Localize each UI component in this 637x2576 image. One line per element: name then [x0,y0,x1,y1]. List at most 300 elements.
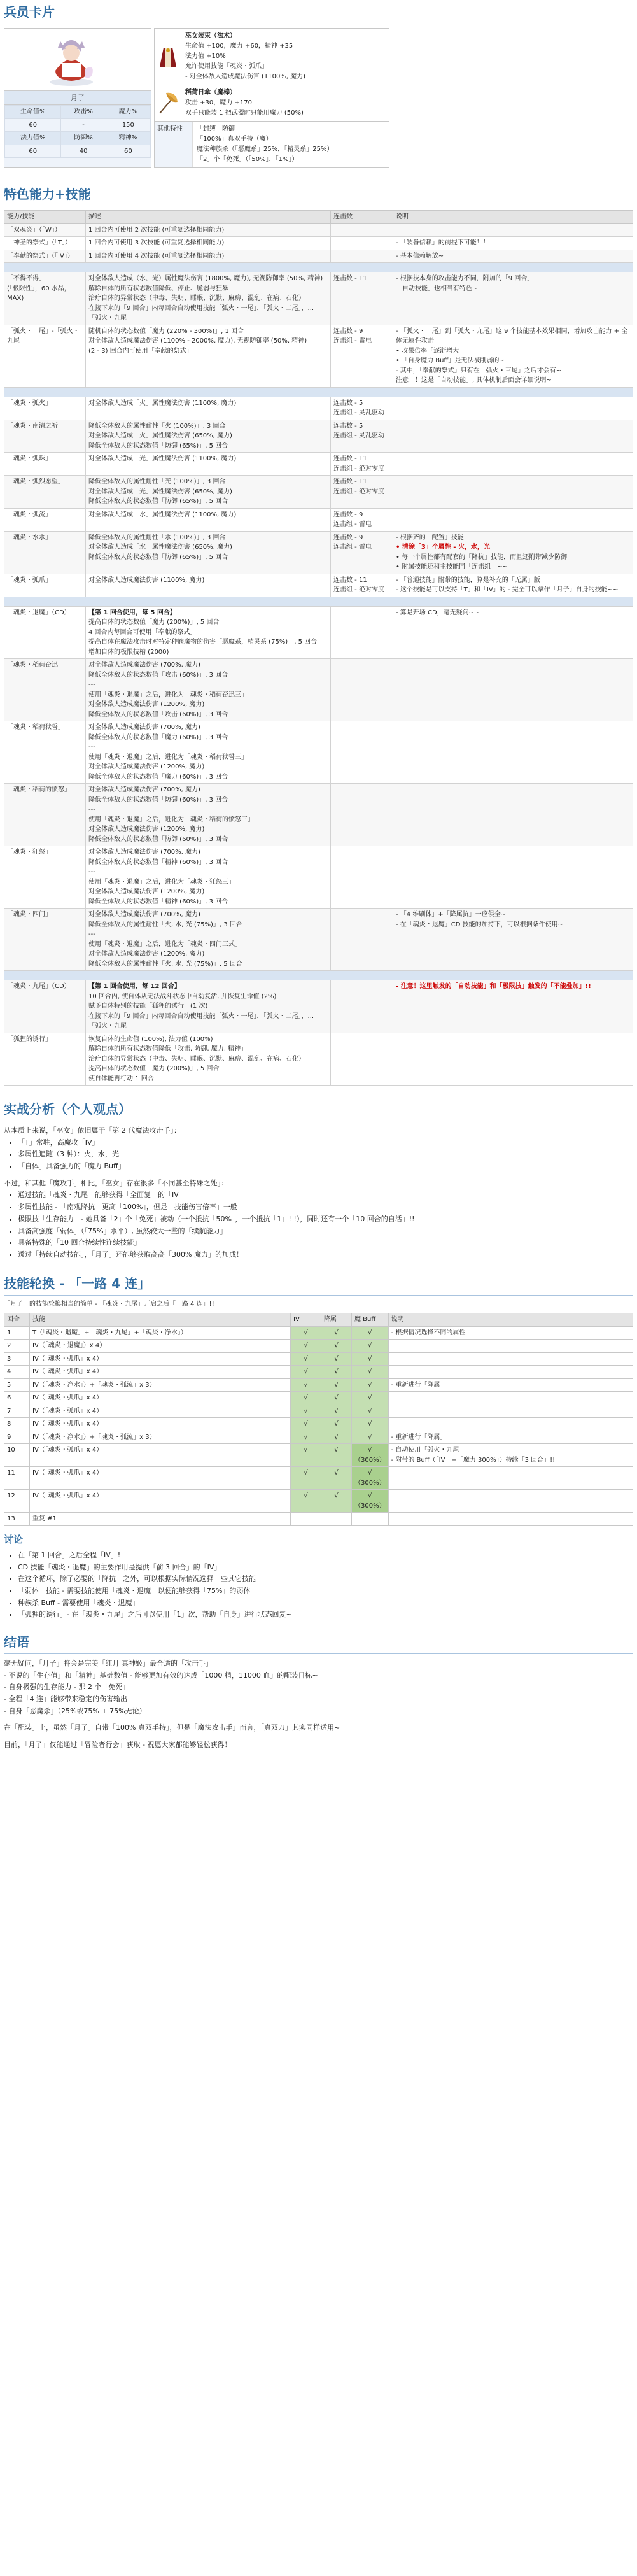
skill-desc-line: 对全体敌人造成「光」属性魔法伤害 (1100%, 魔力) [88,455,237,462]
skill-name [4,237,86,250]
analysis-item: • 多属性技能 - 「南观降抗」更高「100%」，但是「技能伤害倍率」一般 [18,1201,633,1214]
rotation-skill: IV（「魂炎・弧爪」x 4） [30,1444,291,1467]
skill-hits-line: 连击数 - 11 [333,455,367,462]
skill-desc [86,1033,331,1086]
skill-note [393,237,633,250]
discussion-title: 讨论 [4,1533,24,1545]
rotation-check: √ [291,1366,321,1379]
rotation-note [388,1392,633,1405]
skill-desc [86,909,331,971]
rotation-check: √ [321,1405,352,1418]
skill-note-line: - 「弧火・一尾」到「弧火・九尾」这 9 个技能基本效果相同，增加攻击能力 + 全体无属性攻击 [396,327,628,344]
equip-line: 生命值 +100，魔力 +60，精神 +35 [185,43,293,50]
skill-desc-line: 随机自体的状态数值「魔力 (220% - 300%)」, 1 回合 [88,327,244,335]
rotation-row [4,1467,633,1490]
skill-hits-line: 连击组 - 灵乱驱动 [333,409,384,416]
skill-desc-line: (2 - 3) 回合内可使用「奉献的祭式」 [88,347,193,355]
rotation-check: √ [291,1444,321,1467]
skill-note [393,508,633,531]
skill-name-line: 「魂炎・弧爪」 [7,576,52,584]
skill-row [4,272,633,325]
rotation-skill: IV（「魂炎・弧爪」x 4） [30,1366,291,1379]
rotation-check: √ [321,1366,352,1379]
skill-note-line: 「自动技能」也相当有特色~ [396,285,478,292]
skill-row [4,846,633,909]
rotation-check: √ [321,1418,352,1431]
skill-desc-line: 【第 1 回合使用，每 5 回合】 [88,609,176,616]
conclusion-line: - 自身「恶魔杀」（25%或75% + 75%无论） [4,1706,146,1715]
skill-hits [331,784,393,846]
skill-note [393,531,633,574]
skill-name [4,784,86,846]
stat-head: 精神% [106,132,150,145]
skill-hits [331,250,393,263]
special-label: 其他特性 [155,122,193,167]
unit-card [4,28,633,168]
rotation-turn: 7 [4,1405,30,1418]
skill-desc [86,721,331,784]
skill-desc [86,250,331,263]
rotation-row [4,1490,633,1513]
rotation-skill: IV（「魂炎・净水」）+「魂炎・弧流」x 3） [30,1431,291,1444]
skill-name [4,250,86,263]
skill-desc [86,531,331,574]
skill-row [4,909,633,971]
skill-hits-line: 连击数 - 5 [333,422,363,430]
rotation-skill: T（「魂炎・退魔」+「魂炎・九尾」+「魂炎・净水」） [30,1326,291,1340]
skill-name-line: 「魂炎・四门」 [7,911,52,918]
skill-note [393,325,633,387]
rotation-head: IV [291,1313,321,1327]
skill-hits [331,574,393,597]
skill-desc-line: 使自体能再行动 1 回合 [88,1075,154,1082]
rotation-turn: 5 [4,1378,30,1392]
conclusion-line: - 自身极强的生存能力 - 那 2 个「免死」 [4,1683,130,1692]
skill-desc-line: --- [88,681,95,688]
analysis-item: • 具备高强度「弱体」（「75%」水平）, 虽然较大一些的「续航能力」 [18,1226,633,1238]
skills-separator [4,597,633,606]
discussion-item: • 「弧狸的诱行」- 在「魂炎・九尾」之后可以使用「1」次，帮助「自身」进行状态回复~ [18,1609,633,1621]
skill-name [4,397,86,420]
skill-name [4,574,86,597]
skills-separator [4,387,633,397]
skill-hits [331,531,393,574]
rotation-check: √ [321,1392,352,1405]
conclusion-title: 结语 [4,1630,633,1654]
skill-note-line: • 附属技能还和主技能同「连击组」~~ [396,563,508,570]
skill-name [4,325,86,387]
skill-name [4,846,86,909]
skills-title: 特色能力+技能 [4,182,633,206]
unit-portrait [4,29,151,91]
skill-desc-line: 治疗自体的异常状态（中毒、失明、睡眠、沉默、麻痹、混乱、在病、石化） [88,1055,305,1063]
skill-hits [331,721,393,784]
skill-hits [331,659,393,721]
skill-desc-line: 对全体敌人造成魔法伤害 (1200%, 魔力) [88,763,205,770]
conclusion-line: 目前，「月子」仅能通过「冒险者行会」获取 - 祝愿大家都能够轻松获得！ [4,1741,232,1750]
skill-row [4,784,633,846]
conclusion-section [4,1658,633,1752]
skill-name [4,223,86,237]
skill-note-line: • 清除「3」个属性 - 火，水，光 [396,544,490,551]
skill-hits-line: 连击组 - 灵乱驱动 [333,432,384,439]
skill-note-line: • 「自身魔力 Buff」是无法被削弱的~ [396,357,505,364]
skill-name [4,476,86,509]
skill-note [393,223,633,237]
unit-panel [4,28,151,168]
skill-note [393,980,633,1033]
skill-note-line: - 根据技本身的攻击能力不同，附加的「9 回合」 [396,275,534,282]
skill-row [4,721,633,784]
rotation-turn: 2 [4,1340,30,1353]
analysis-item: • 通过技能「魂炎・九尾」能够获得「全面复」的「IV」 [18,1189,633,1201]
rotation-check: √ [321,1467,352,1490]
skill-desc-line: 对全体敌人造成「光」属性魔法伤害 (650%, 魔力) [88,488,232,495]
skills-separator [4,263,633,272]
skill-hits [331,980,393,1033]
rotation-turn: 8 [4,1418,30,1431]
skill-desc [86,508,331,531]
skill-note-line: - 注意！这里触发的「自动技能」和「极限技」触发的「不能叠加」!! [396,983,591,990]
skill-name-line: 「魂炎・弧流」 [7,511,52,518]
skills-table [4,210,633,1086]
rotation-skill: 重复 #1 [30,1513,291,1526]
rotation-turn: 12 [4,1490,30,1513]
discussion-item: • 「弱体」技能 - 需要技能使用「魂炎・退魔」以便能够获得「75%」的弱体 [18,1585,633,1597]
skill-hits-line: 连击数 - 5 [333,399,363,407]
rotation-row [4,1326,633,1340]
rotation-check [291,1513,321,1526]
rotation-row [4,1405,633,1418]
skills-separator [4,971,633,980]
skill-desc-line: 提高自体的状态数值「魔力 (200%)」, 5 回合 [88,1065,220,1072]
skill-name-line: 「魂炎・稻荷狱誓」 [7,724,64,731]
skill-desc-line: 降低全体敌人的状态数值「精神 (60%)」, 3 回合 [88,898,228,905]
skill-desc-line: 赋予自体特别的技能「狐狸的诱行」(1 次) [88,1003,208,1010]
skill-note [393,397,633,420]
skill-desc-line: 恢复自体的生命值 (100%), 法力值 (100%) [88,1035,213,1043]
rotation-note [388,1513,633,1526]
skill-desc-line: 降低全体敌人的状态数值「防御 (60%)」, 3 回合 [88,835,228,843]
skill-row [4,574,633,597]
skill-desc-line: 10 回合内, 使自体从无法战斗状态中自动复活, 并恢复生命值 (2%) [88,993,277,1000]
skill-hits-line: 连击组 - 雷电 [333,544,372,551]
analysis-item: • 「自体」具备强力的「魔力 Buff」 [18,1161,633,1173]
skill-row [4,397,633,420]
rotation-check: √ [291,1326,321,1340]
skill-name [4,909,86,971]
skills-head: 描述 [86,211,331,224]
rotation-check: √ [291,1431,321,1444]
rotation-note [388,1405,633,1418]
rotation-check: √ [352,1405,389,1418]
skill-name-line: 「魂炎・稻荷奋迅」 [7,662,64,669]
skill-hits [331,606,393,659]
skill-name-line: 「魂炎・水水」 [7,534,52,541]
skill-row [4,223,633,237]
skill-note-line: - 「装备信赖」的前提下可能！！ [396,239,489,246]
skill-desc-line: --- [88,931,95,938]
skill-desc-line: 降低全体敌人的状态数值「攻击 (60%)」, 3 回合 [88,711,228,718]
skill-name-line: 「奉献的祭式」（「IV」） [7,252,74,260]
skill-desc [86,272,331,325]
special-line: 魔法种族杀（「恶魔系」25%，「精灵系」25%） [197,146,333,153]
rotation-head: 说明 [388,1313,633,1327]
rotation-intro: 「月子」的技能轮换相当的简单 - 「魂炎・九尾」开启之后「一路 4 连」!! [4,1300,214,1308]
skill-hits-line: 连击数 - 11 [333,576,367,584]
skill-desc-line: 降低全体敌人的属性耐性「火 (100%)」, 3 回合 [88,422,226,430]
skills-head: 连击数 [331,211,393,224]
rotation-note-line: - 重新进行「降属」 [391,1381,447,1389]
skill-note-line: • 攻果倍率「逐渐增大」 [396,347,466,355]
skill-note-line: - 根据齐的「配置」技能 [396,534,464,541]
skill-desc-line: 增加自体的极限技槽 (2000) [88,648,169,656]
skill-name-line: 「神圣的祭式」（「T」） [7,239,72,246]
skill-desc-line: 1 回合内可使用 4 次技能 (可重复选择相同能力) [88,252,225,260]
skill-note-line: • 每一个属性都有配套的「降抗」技能，而且还附带减少防御 [396,553,568,561]
skill-name [4,453,86,476]
unit-stats-table [4,105,151,158]
rotation-row [4,1340,633,1353]
skill-desc-line: 在接下来的「9 回合」内每回合自动使用技能「弧火・一尾」，「弧火・二尾」，... 「弧火・九尾」 [88,1012,314,1030]
rotation-head: 技能 [30,1313,291,1327]
rotation-check: √ [321,1326,352,1340]
skill-hits [331,508,393,531]
skill-name-line: 「狐狸的诱行」 [7,1035,52,1043]
rotation-note [388,1431,633,1444]
skill-desc-line: 对全体敌人造成魔法伤害 (1200%, 魔力) [88,888,205,895]
rotation-table [4,1313,633,1526]
skill-hits-line: 连击数 - 9 [333,534,363,541]
skill-desc [86,846,331,909]
rotation-turn: 11 [4,1467,30,1490]
skill-desc [86,325,331,387]
rotation-check: √ [291,1490,321,1513]
rotation-row [4,1378,633,1392]
skill-desc-line: --- [88,744,95,751]
skill-note-line: - 其中，「奉献的祭式」只有在「弧火・三尾」之后才会有~ [396,367,562,374]
skill-row [4,476,633,509]
rotation-note-line: - 自动使用「弧火・九尾」 [391,1447,466,1454]
skill-name-line: 「魂炎・九尾」（CD） [7,983,71,990]
skill-desc-line: 对全体敌人造成魔法伤害 (1200%, 魔力) [88,951,205,958]
skill-name-line: 「魂炎・稻荷的愤怒」 [7,786,71,793]
skill-row [4,1033,633,1086]
skill-hits-line: 连击组 - 绝对零度 [333,488,384,495]
analysis-list [18,1189,633,1261]
skill-note-line: - 「4 维刷体」+「降属抗」一应俱全~ [396,911,507,918]
skill-row [4,659,633,721]
skill-hits-line: 连击组 - 雷电 [333,337,372,344]
skill-desc-line: 降低全体敌人的状态数值「防御 (60%)」, 3 回合 [88,796,228,803]
skill-note-line: - 算是开场 CD，毫无疑问~~ [396,609,480,616]
skill-desc [86,659,331,721]
skill-desc-line: 提高自体的状态数值「魔力 (200%)」, 5 回合 [88,619,220,626]
skill-desc-line: 1 回合内可使用 2 次技能 (可重复选择相同能力) [88,226,225,234]
rotation-check: √ [321,1340,352,1353]
skill-desc-line: 对全体敌人造成魔法伤害 (1100% - 2000%, 魔力), 无视防御率 (50%, 精神) [88,337,307,344]
discussion-item: • 种族杀 Buff - 需要使用「魂炎・退魔」 [18,1597,633,1610]
analysis-item: • 「T」常驻，高魔攻「IV」 [18,1137,633,1149]
skill-desc-line: 1 回合内可使用 3 次技能 (可重复选择相同能力) [88,239,225,246]
rotation-check: √ [291,1378,321,1392]
equip-line: 攻击 +30，魔力 +170 [185,99,252,106]
skill-note [393,476,633,509]
skill-desc-line: 降低全体敌人的状态数值「精神 (60%)」, 3 回合 [88,858,228,866]
rotation-check: √ [321,1490,352,1513]
skill-desc [86,223,331,237]
skill-name-line: 「魂炎・弧火」 [7,399,52,407]
analysis-intro: 从本质上来说，「巫女」依旧属于「第 2 代魔法攻击手」： [4,1126,181,1135]
analysis-item: • 多属性追随（3 种）：火，水，光 [18,1149,633,1161]
skill-hits [331,272,393,325]
skill-desc-line: 对全体敌人造成魔法伤害 (700%, 魔力) [88,911,200,918]
rotation-skill: IV（「魂炎・弧爪」x 4） [30,1352,291,1366]
rotation-skill: IV（「魂炎・弧爪」x 4） [30,1490,291,1513]
rotation-title: 技能轮换 - 「一路 4 连」 [4,1271,633,1296]
rotation-row [4,1352,633,1366]
discussion-item: • 在这个循环，除了必要的「降抗」之外，可以根据实际情况选择一些其它技能 [18,1573,633,1585]
skill-hits [331,1033,393,1086]
skill-name-line: 「弧火・一尾」-「弧火・九尾」 [7,327,80,344]
skill-desc-line: 解除自体的所有状态数值降低、停止、脆弱与狂暴 [88,285,228,292]
skill-desc-line: 降低全体敌人的状态数值「魔力 (60%)」, 3 回合 [88,733,228,741]
rotation-row [4,1513,633,1526]
skill-hits-line: 连击组 - 雷电 [333,521,372,528]
special-line: 「2」个「免死」（「50%」，「1%」） [197,156,298,163]
skill-hits [331,325,393,387]
discussion-item: • CD 技能「魂炎・退魔」的主要作用是提供「前 3 回合」的「IV」 [18,1562,633,1574]
skill-desc [86,453,331,476]
skill-desc-line: 对全体敌人造成「水」属性魔法伤害 (1100%, 魔力) [88,511,237,518]
skill-desc [86,606,331,659]
skill-row [4,420,633,453]
skill-desc-line: 使用「魂炎・退魔」之后，进化为「魂炎・稻荷狱誓三」 [88,753,248,761]
equip-line: 法力值 +10% [185,53,226,60]
skill-note-line: 注意！！这是「自动技能」, 具体机制后面会详细说明~ [396,377,552,384]
rotation-check: √ [321,1431,352,1444]
rotation-check: √ [321,1444,352,1467]
skill-note [393,250,633,263]
skill-name-line: 「魂炎・狂怒」 [7,849,52,856]
skill-hits [331,420,393,453]
skill-name [4,272,86,325]
skill-desc-line: --- [88,868,95,875]
skill-row [4,980,633,1033]
skill-desc-line: 提高自体在魔法攻击时对特定种族魔物的伤害「恶魔系，精灵系 (75%)」, 5 回合 [88,639,318,646]
rotation-row [4,1444,633,1467]
parasol-icon [155,85,181,121]
skill-desc-line: 对全体敌人造成魔法伤害 (700%, 魔力) [88,786,200,793]
skill-desc-line: 对全体敌人造成魔法伤害 (700%, 魔力) [88,849,200,856]
skill-note [393,574,633,597]
rotation-check [352,1513,389,1526]
skill-note [393,846,633,909]
skill-note [393,420,633,453]
rotation-head: 回合 [4,1313,30,1327]
rotation-check: √ [352,1352,389,1366]
skill-hits-line: 连击数 - 11 [333,478,367,485]
stat-value: 150 [106,118,150,132]
rotation-skill: IV（「魂炎・弧爪」x 4） [30,1392,291,1405]
rotation-note [388,1352,633,1366]
skill-desc-line: 降低全体敌人的状态数值「魔力 (60%)」, 3 回合 [88,773,228,781]
rotation-skill: IV（「魂炎・弧爪」x 4） [30,1467,291,1490]
skill-hits [331,909,393,971]
stat-value: - [61,118,106,132]
skill-desc-line: 【第 1 回合使用，每 12 回合】 [88,983,181,990]
rotation-check: √ [291,1392,321,1405]
skill-name [4,980,86,1033]
skill-hits [331,223,393,237]
rotation-head: 降属 [321,1313,352,1327]
skill-hits-line: 连击数 - 11 [333,275,367,282]
skill-name [4,1033,86,1086]
skill-note-line: - 在「魂炎・退魔」CD 技能的加持下，可以根据条件使用~ [396,921,564,928]
equip-line: - 对全体敌人造成魔法伤害 (1100%, 魔力) [185,73,306,80]
skill-desc [86,237,331,250]
equip-line: 允许使用技能「魂炎・弧爪」 [185,63,268,70]
equip-name: 稻荷日傘（魔棒） [185,89,236,96]
analysis-item: • 极限技「生存能力」- 她具备「2」个「免死」被动（一个抵抗「50%」，一个抵抗「1」! !），同时还有一个「10 回合的自活」!! [18,1214,633,1226]
stat-head: 攻击% [61,106,106,119]
stat-head: 魔力% [106,106,150,119]
rotation-check: √ [321,1352,352,1366]
skill-row [4,237,633,250]
skill-desc-line: 降低全体敌人的属性耐性「火, 水, 光 (75%)」, 5 回合 [88,960,242,968]
analysis-p2: 不过，和其他「魔攻手」相比，「巫女」存在很多「不同甚至特殊之处」： [4,1178,228,1187]
rotation-check: √ [352,1326,389,1340]
skill-desc [86,420,331,453]
rotation-note [388,1444,633,1467]
skill-hits [331,397,393,420]
skill-note [393,659,633,721]
rotation-skill: IV（「魂炎・弧爪」x 4） [30,1418,291,1431]
analysis-title: 实战分析（个人观点） [4,1097,633,1121]
skill-note [393,784,633,846]
skill-desc-line: 使用「魂炎・退魔」之后，进化为「魂炎・稻荷奋迅三」 [88,691,248,698]
skill-desc-line: 降低全体敌人的状态数值「防御 (65%)」, 5 回合 [88,442,228,449]
rotation-note [388,1418,633,1431]
rotation-skill: IV（「魂炎・净水」）+「魂炎・弧流」x 3） [30,1378,291,1392]
stat-value: 60 [106,145,150,158]
skill-desc-line: 使用「魂炎・退魔」之后，进化为「魂炎・狂怒三」 [88,878,235,886]
rotation-check: √ [291,1340,321,1353]
equipment-panel [154,28,389,168]
skill-name [4,420,86,453]
skill-desc [86,397,331,420]
rotation-head: 魔 Buff [352,1313,389,1327]
robe-icon [155,29,181,85]
rotation-turn: 9 [4,1431,30,1444]
conclusion-line: 在「配装」上，虽然「月子」自带「100% 真双手持」，但是「魔法攻击手」而言，「真双刀」其实同样适用~ [4,1723,340,1732]
rotation-check: √ [321,1378,352,1392]
skill-row [4,453,633,476]
skill-desc-line: 对全体敌人造成魔法伤害 (1200%, 魔力) [88,701,205,708]
rotation-check: √ [352,1392,389,1405]
skill-note-line: - 这个技能是可以支持「T」和「IV」的 - 完全可以拿作「月子」自身的技能~~ [396,586,619,593]
equip-weapon2 [155,85,389,122]
skill-note-line: - 基本信赖解放~ [396,252,444,260]
rotation-check: √ [291,1352,321,1366]
stat-head: 防御% [61,132,106,145]
unit-portrait-image [43,32,100,87]
skill-desc [86,476,331,509]
skill-name [4,508,86,531]
rotation-check: √ [291,1467,321,1490]
rotation-row [4,1392,633,1405]
skill-name [4,659,86,721]
